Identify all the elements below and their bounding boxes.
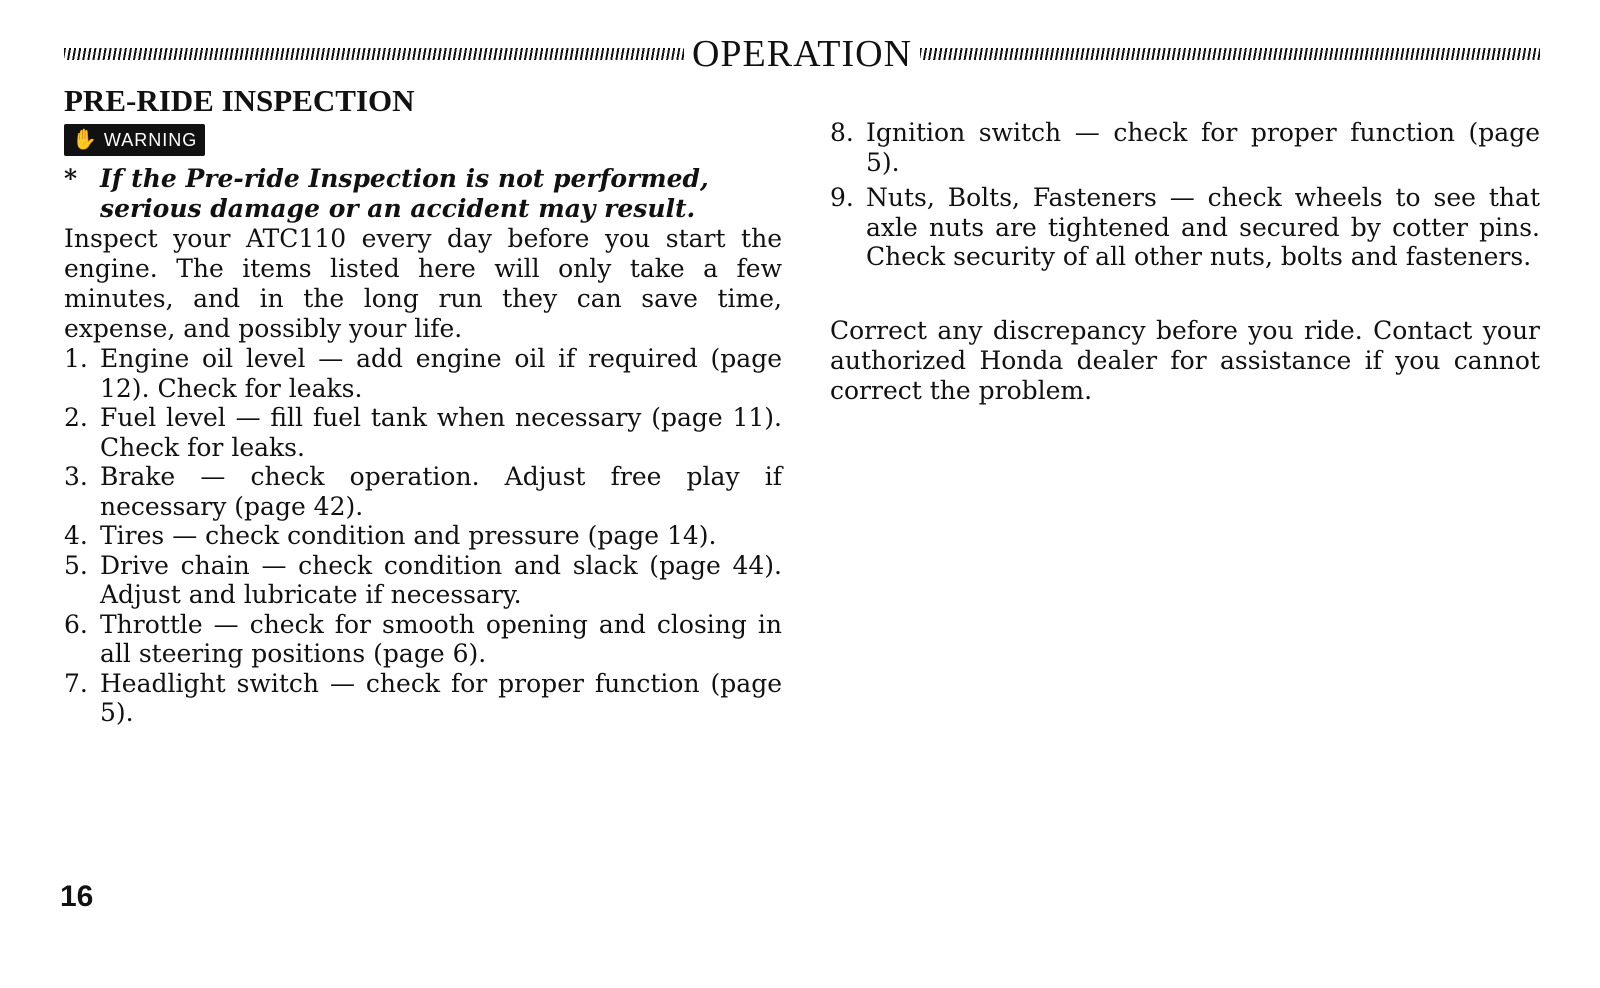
item-number: 6. bbox=[64, 609, 88, 639]
item-text: Fuel level — fill fuel tank when necessary (page 11). Check for leaks. bbox=[100, 403, 782, 462]
warning-label: WARNING bbox=[103, 129, 198, 150]
left-column bbox=[64, 82, 782, 728]
right-column bbox=[830, 118, 1540, 431]
warning-message: If the Pre-ride Inspection is not performed, serious damage or an accident may result. bbox=[100, 164, 709, 223]
warning-bullet: * bbox=[64, 164, 78, 193]
item-number: 1. bbox=[64, 344, 88, 373]
list-item bbox=[64, 344, 782, 403]
item-text: Nuts, Bolts, Fasteners — check wheels to see that axle nuts are tightened and secured by cotter pins. Check security of all other nuts, bolts and fasteners. bbox=[866, 183, 1540, 271]
hand-warning-icon: ✋ bbox=[72, 129, 98, 151]
intro-paragraph: Inspect your ATC110 every day before you start the engine. The items listed here will only take a few minutes, and in the long run they can save time, expense, and possibly your life. bbox=[64, 224, 782, 343]
page-number: 16 bbox=[60, 880, 94, 913]
item-text: Ignition switch — check for proper function (page 5). bbox=[866, 118, 1540, 177]
list-item bbox=[64, 403, 782, 462]
section-header bbox=[64, 30, 1540, 78]
item-number: 3. bbox=[64, 462, 88, 491]
item-number: 8. bbox=[830, 118, 854, 147]
item-number: 5. bbox=[64, 550, 88, 580]
item-number: 9. bbox=[830, 183, 854, 212]
item-number: 2. bbox=[64, 403, 88, 432]
item-text: Headlight switch — check for proper function (page 5). bbox=[100, 668, 782, 727]
header-rule-left bbox=[64, 48, 684, 60]
item-number: 7. bbox=[64, 668, 88, 698]
list-item bbox=[64, 551, 782, 610]
list-item bbox=[830, 183, 1540, 272]
inspection-list-left bbox=[64, 344, 782, 728]
list-item bbox=[64, 669, 782, 728]
item-text: Throttle — check for smooth opening and closing in all steering positions (page 6). bbox=[100, 609, 782, 668]
warning-text bbox=[64, 164, 782, 224]
list-item bbox=[64, 521, 782, 551]
closing-paragraph: Correct any discrepancy before you ride. Contact your authorized Honda dealer for assistance if you cannot correct the problem. bbox=[830, 315, 1540, 405]
warning-badge bbox=[64, 124, 205, 156]
list-item bbox=[64, 462, 782, 521]
item-text: Drive chain — check condition and slack (page 44). Adjust and lubricate if necessary. bbox=[100, 550, 782, 609]
item-number: 4. bbox=[64, 521, 88, 550]
item-text: Engine oil level — add engine oil if required (page 12). Check for leaks. bbox=[100, 344, 782, 403]
inspection-list-right bbox=[830, 118, 1540, 272]
page-subtitle: PRE-RIDE INSPECTION bbox=[64, 83, 415, 118]
item-text: Brake — check operation. Adjust free play if necessary (page 42). bbox=[100, 462, 782, 521]
section-title: OPERATION bbox=[691, 33, 913, 75]
list-item bbox=[830, 118, 1540, 177]
item-text: Tires — check condition and pressure (page 14). bbox=[100, 521, 717, 550]
header-rule-right bbox=[920, 48, 1540, 60]
list-item bbox=[64, 610, 782, 669]
